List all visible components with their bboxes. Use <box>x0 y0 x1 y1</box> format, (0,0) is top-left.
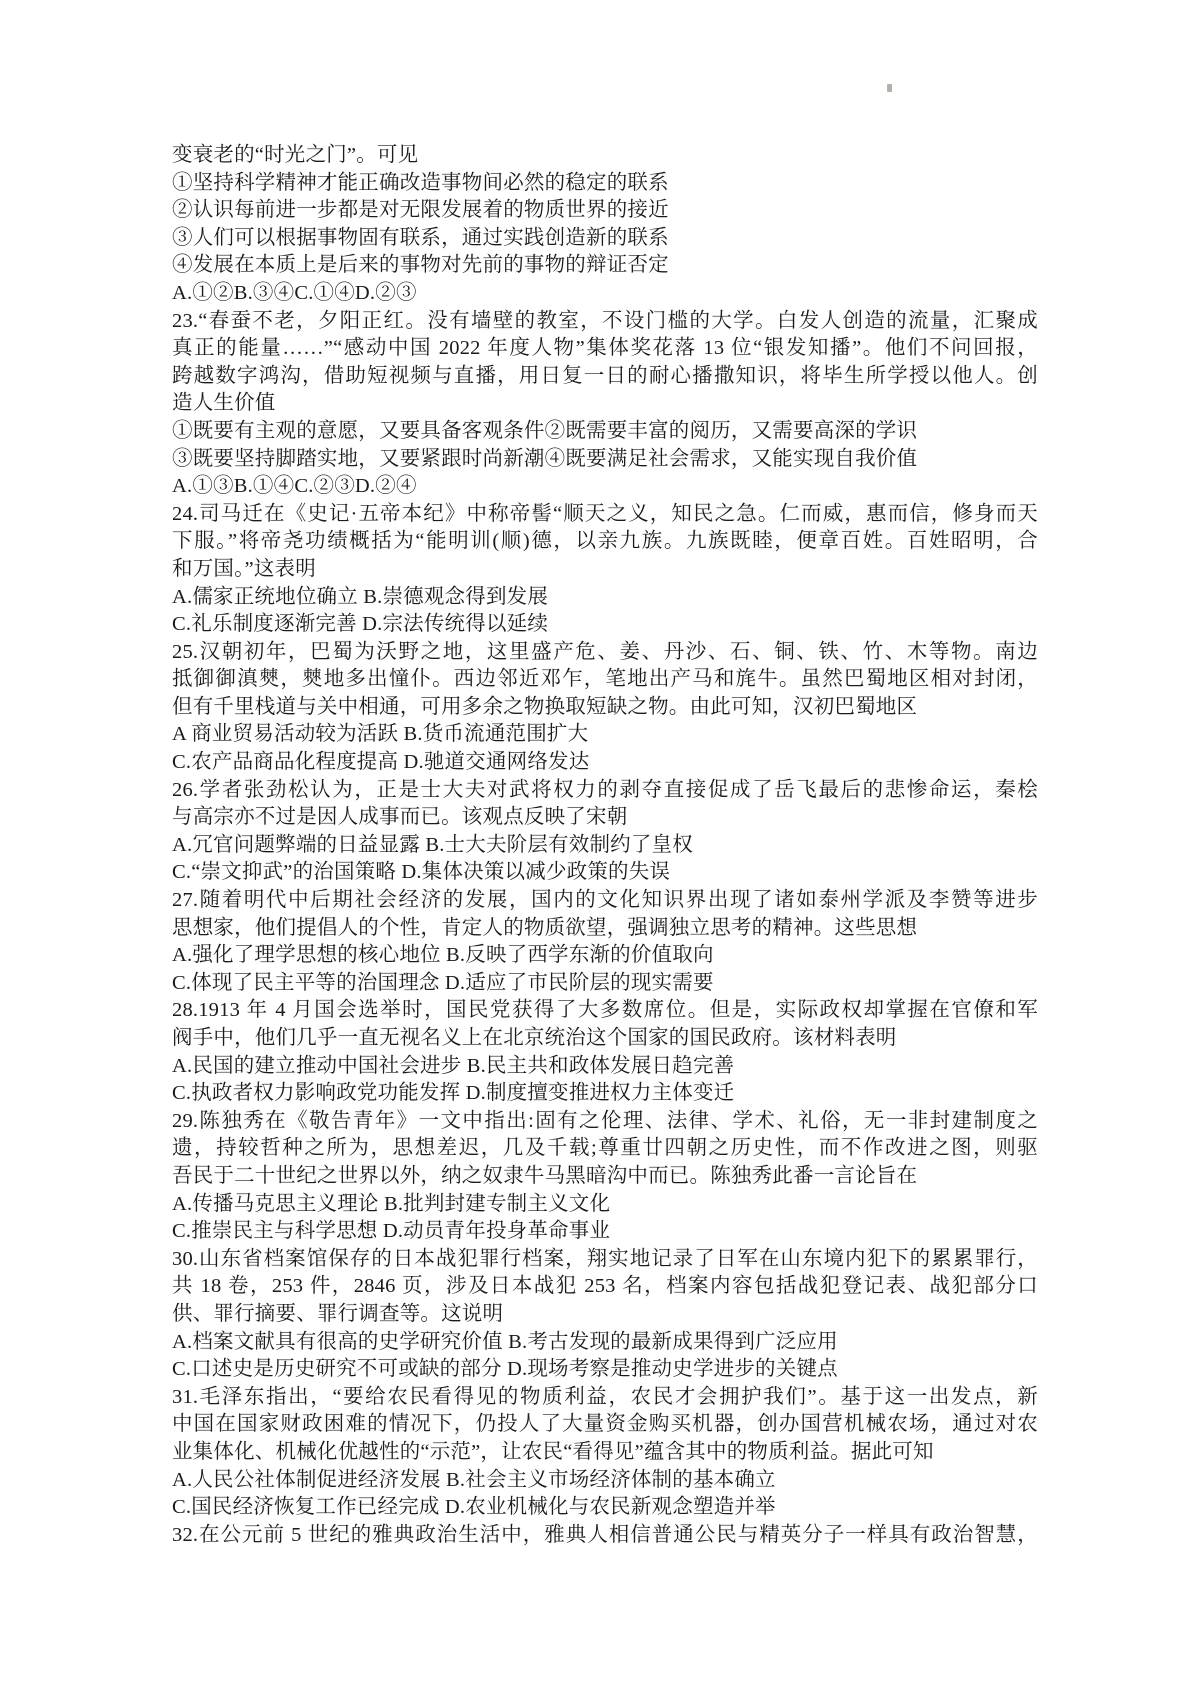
text-line: A.民国的建立推动中国社会进步 B.民主共和政体发展日趋完善 <box>172 1054 735 1077</box>
text-line: C.礼乐制度逐渐完善 D.宗法传统得以延续 <box>172 613 549 636</box>
text-line: C.推崇民主与科学思想 D.动员青年投身革命事业 <box>172 1220 611 1243</box>
text-line: 跨越数字鸿沟，借助短视频与直播，用日复一日的耐心播撒知识，将毕生所学授以他人。创 <box>172 364 1038 387</box>
text-line: ④发展在本质上是后来的事物对先前的事物的辩证否定 <box>172 254 669 277</box>
text-line: C.国民经济恢复工作已经完成 D.农业机械化与农民新观念塑造并举 <box>172 1496 776 1519</box>
text-line: 变衰老的“时光之门”。可见 <box>172 144 419 166</box>
text-line: 造人生价值 <box>172 392 276 415</box>
text-line: 中国在国家财政困难的情况下，仍投人了大量资金购买机器，创办国营机械农场，通过对农 <box>172 1413 1038 1436</box>
text-line: ②认识每前进一步都是对无限发展着的物质世界的接近 <box>172 199 669 222</box>
text-line: A 商业贸易活动较为活跃 B.货币流通范围扩大 <box>172 723 589 746</box>
text-line: A.强化了理学思想的核心地位 B.反映了西学东渐的价值取向 <box>172 944 714 967</box>
text-line: A.儒家正统地位确立 B.崇德观念得到发展 <box>172 585 549 608</box>
text-line: C.体现了民主平等的治国理念 D.适应了市民阶层的现实需要 <box>172 971 714 994</box>
text-line: A.①③B.①④C.②③D.②④ <box>172 475 417 498</box>
text-line: 业集体化、机械化优越性的“示范”，让农民“看得见”蕴含其中的物质利益。据此可知 <box>172 1440 934 1463</box>
text-line: 真正的能量……”“感动中国 2022 年度人物”集体奖花落 13 位“银发知播”。他们不问回报， <box>172 337 1038 360</box>
text-line: 阀手中，他们几乎一直无视名义上在北京统治这个国家的国民政府。该材料表明 <box>172 1027 897 1049</box>
text-line: C.“崇文抑武”的治国策略 D.集体决策以减少政策的失误 <box>172 861 671 884</box>
text-line: 共 18 卷，253 件，2846 页，涉及日本战犯 253 名，档案内容包括战犯登记表、战犯部分口 <box>172 1275 1038 1298</box>
text-line: 与高宗亦不过是因人成事而已。该观点反映了宋朝 <box>172 806 628 829</box>
text-line: C.农产品商品化程度提高 D.驰道交通网络发达 <box>172 751 590 774</box>
text-line: 遗，持较哲种之所为，思想差迟，几及千载;尊重廿四朝之历史性，而不作改进之图，则驱 <box>172 1137 1038 1160</box>
text-line: 32.在公元前 5 世纪的雅典政治生活中，雅典人相信普通公民与精英分子一样具有政治智慧， <box>172 1523 1038 1546</box>
text-line: 思想家，他们提倡人的个性，肯定人的物质欲望，强调独立思考的精神。这些思想 <box>172 916 918 939</box>
document-text-block <box>172 142 1038 1549</box>
text-line: 但有千里栈道与关中相通，可用多余之物换取短缺之物。由此可知，汉初巴蜀地区 <box>172 695 918 718</box>
text-line: 24.司马迁在《史记·五帝本纪》中称帝髻“顺天之义，知民之急。仁而威，惠而信，修身而天 <box>172 502 1038 525</box>
text-line: ③人们可以根据事物固有联系，通过实践创造新的联系 <box>172 226 669 249</box>
text-line: ③既要坚持脚踏实地，又要紧跟时尚新潮④既要满足社会需求，又能实现自我价值 <box>172 447 918 470</box>
scan-artifact-speck <box>887 84 892 92</box>
text-line: C.执政者权力影响政党功能发挥 D.制度擅变推进权力主体变迁 <box>172 1082 735 1105</box>
text-line: 25.汉朝初年，巴蜀为沃野之地，这里盛产危、姜、丹沙、石、铜、铁、竹、木等物。南边 <box>172 640 1038 663</box>
text-line: A.档案文献具有很高的史学研究价值 B.考古发现的最新成果得到广泛应用 <box>172 1330 838 1353</box>
text-line: 31.毛泽东指出，“要给农民看得见的物质利益，农民才会拥护我们”。基于这一出发点，新 <box>172 1385 1038 1408</box>
text-line: 供、罪行摘要、罪行调查等。这说明 <box>172 1302 504 1325</box>
text-line: ①既要有主观的意愿，又要具备客观条件②既需要丰富的阅历，又需要高深的学识 <box>172 419 918 442</box>
text-line: A.人民公社体制促进经济发展 B.社会主义市场经济体制的基本确立 <box>172 1468 776 1491</box>
text-line: 26.学者张劲松认为，正是士大夫对武将权力的剥夺直接促成了岳飞最后的悲惨命运，秦桧 <box>172 778 1038 801</box>
text-line: C.口述史是历史研究不可或缺的部分 D.现场考察是推动史学进步的关键点 <box>172 1358 838 1381</box>
text-line: 30.山东省档案馆保存的日本战犯罪行档案，翔实地记录了日军在山东境内犯下的累累罪行， <box>172 1247 1038 1270</box>
text-line: 28.1913 年 4 月国会选举时，国民党获得了大多数席位。但是，实际政权却掌握在官僚和军 <box>172 999 1038 1022</box>
text-line: 吾民于二十世纪之世界以外，纳之奴隶牛马黑暗沟中而已。陈独秀此番一言论旨在 <box>172 1164 918 1187</box>
text-line: ①坚持科学精神才能正确改造事物间必然的稳定的联系 <box>172 171 669 194</box>
text-line: 抵御御滇僰，僰地多出憧仆。西边邻近邓乍，笔地出产马和旄牛。虽然巴蜀地区相对封闭， <box>172 668 1038 691</box>
text-line: 29.陈独秀在《敬告青年》一文中指出:固有之伦理、法律、学术、礼俗，无一非封建制度之 <box>172 1109 1038 1132</box>
text-line: 和万国。”这表明 <box>172 557 316 580</box>
text-line: 23.“春蚕不老，夕阳正红。没有墙壁的教室，不设门槛的大学。白发人创造的流量，汇聚成 <box>172 309 1038 332</box>
text-line: A.①②B.③④C.①④D.②③ <box>172 281 417 304</box>
text-line: A.冗官问题弊端的日益显露 B.士大夫阶层有效制约了皇权 <box>172 833 693 856</box>
text-line: 27.随着明代中后期社会经济的发展，国内的文化知识界出现了诸如泰州学派及李赞等进步 <box>172 889 1038 912</box>
text-line: A.传播马克思主义理论 B.批判封建专制主义文化 <box>172 1192 611 1215</box>
text-line: 下服。”将帝尧功绩概括为“能明训(顺)德，以亲九族。九族既睦，便章百姓。百姓昭明，合 <box>172 530 1038 553</box>
